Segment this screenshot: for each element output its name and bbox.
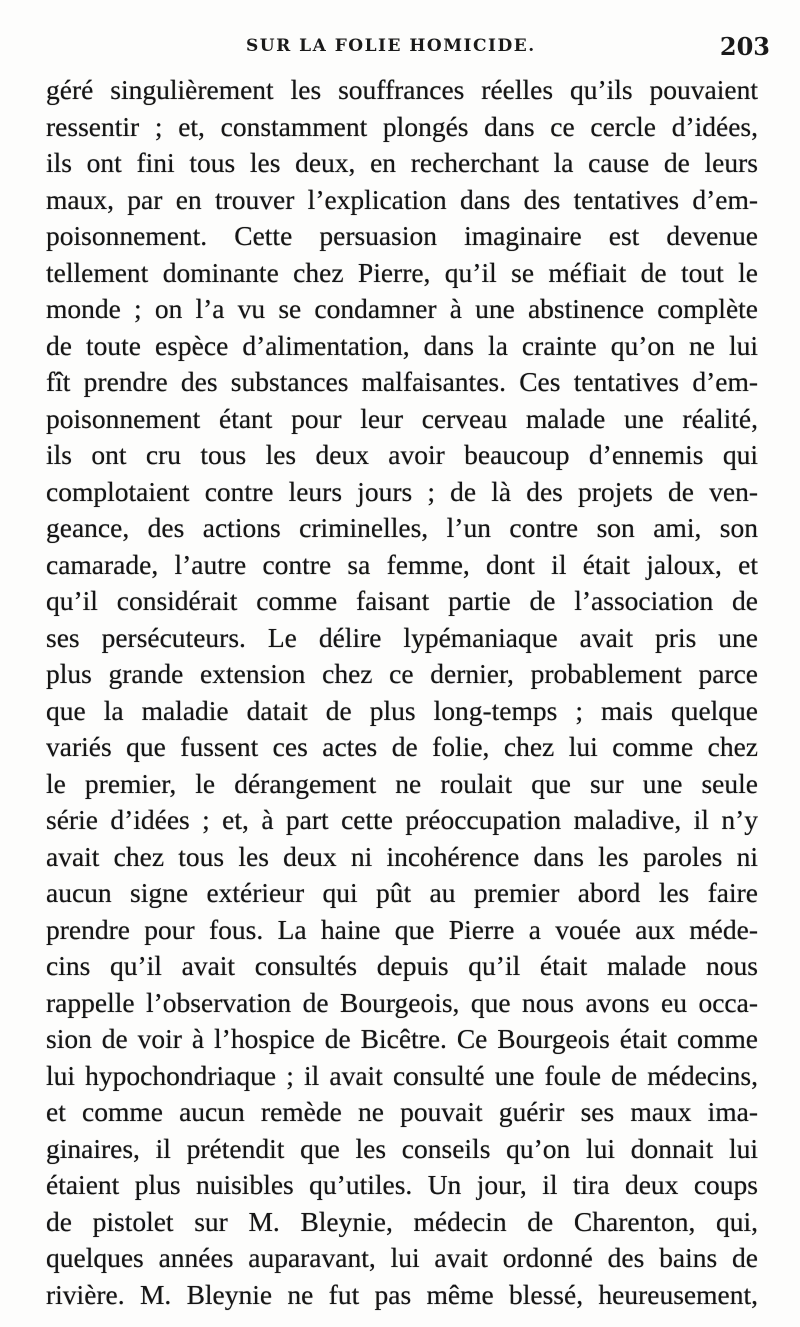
text-line: série d’idées ; et, à part cette préoccupation maladive, il n’y bbox=[46, 804, 758, 835]
text-line: ginaires, il prétendit que les conseils qu’on lui donnait lui bbox=[46, 1132, 758, 1164]
text-line: de toute espèce d’alimentation, dans la crainte qu’on ne lui bbox=[46, 329, 758, 361]
text-line: plus grande extension chez ce dernier, probablement parce bbox=[46, 658, 758, 689]
text-line: géré singulièrement les souffrances réelles qu’ils pouvaient bbox=[46, 74, 758, 105]
text-line: rappelle l’observation de Bourgeois, que nous avons eu occa- bbox=[46, 986, 758, 1018]
text-line: étaient plus nuisibles qu’utiles. Un jour, il tira deux coups bbox=[46, 1169, 758, 1200]
text-line: prendre pour fous. La haine que Pierre a vouée aux méde- bbox=[46, 913, 758, 945]
text-line: et comme aucun remède ne pouvait guérir ses maux ima- bbox=[46, 1096, 758, 1127]
text-line: de pistolet sur M. Bleynie, médecin de Charenton, qui, bbox=[46, 1205, 758, 1237]
text-line: geance, des actions criminelles, l’un contre son ami, son bbox=[46, 512, 758, 543]
text-line: quelques années auparavant, lui avait ordonné des bains de bbox=[46, 1242, 758, 1273]
text-line: rivière. M. Bleynie ne fut pas même blessé, heureusement, bbox=[46, 1278, 758, 1310]
text-line: ils ont fini tous les deux, en recherchant la cause de leurs bbox=[46, 147, 758, 178]
text-line: que la maladie datait de plus long-temps ; mais quelque bbox=[46, 694, 758, 726]
text-line: maux, par en trouver l’explication dans des tentatives d’em- bbox=[46, 183, 758, 215]
text-line: monde ; on l’a vu se condamner à une abstinence complète bbox=[46, 293, 758, 324]
text-line: le premier, le dérangement ne roulait que sur une seule bbox=[46, 767, 758, 799]
text-line: sion de voir à l’hospice de Bicêtre. Ce Bourgeois était comme bbox=[46, 1023, 758, 1054]
text-line: ses persécuteurs. Le délire lypémaniaque avait pris une bbox=[46, 621, 758, 653]
text-line: lui hypochondriaque ; il avait consulté une foule de médecins, bbox=[46, 1059, 758, 1091]
text-line: fît prendre des substances malfaisantes. Ces tentatives d’em- bbox=[46, 366, 758, 397]
page-number: 203 bbox=[719, 32, 770, 61]
text-line: qu’il considérait comme faisant partie de l’association de bbox=[46, 585, 758, 616]
text-line: aucun signe extérieur qui pût au premier abord les faire bbox=[46, 877, 758, 908]
text-line: poisonnement. Cette persuasion imaginaire est devenue bbox=[46, 220, 758, 251]
text-line: variés que fussent ces actes de folie, chez lui comme chez bbox=[46, 731, 758, 762]
text-line: camarade, l’autre contre sa femme, dont il était jaloux, et bbox=[46, 548, 758, 580]
text-line: avait chez tous les deux ni incohérence dans les paroles ni bbox=[46, 840, 758, 872]
running-head bbox=[0, 30, 800, 70]
text-line: ils ont cru tous les deux avoir beaucoup d’ennemis qui bbox=[46, 439, 758, 470]
text-line: ressentir ; et, constamment plongés dans ce cercle d’idées, bbox=[46, 110, 758, 142]
text-line: poisonnement étant pour leur cerveau malade une réalité, bbox=[46, 402, 758, 434]
text-line: complotaient contre leurs jours ; de là des projets de ven- bbox=[46, 475, 758, 507]
text-line: tellement dominante chez Pierre, qu’il se méfiait de tout le bbox=[46, 256, 758, 288]
text-line: cins qu’il avait consultés depuis qu’il était malade nous bbox=[46, 950, 758, 981]
body-text bbox=[46, 72, 758, 1313]
running-title: SUR LA FOLIE HOMICIDE. bbox=[246, 36, 536, 56]
